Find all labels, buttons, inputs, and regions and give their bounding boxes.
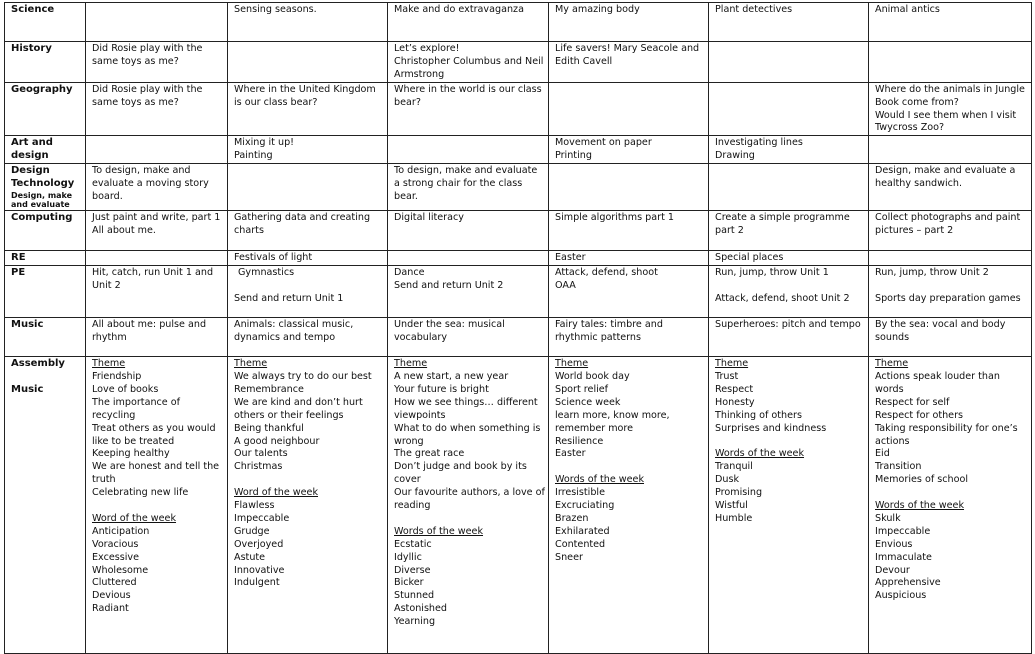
theme-item: Easter	[555, 448, 586, 460]
cell-music-6: By the sea: vocal and body sounds	[869, 318, 1032, 357]
row-label-pe: PE	[5, 266, 86, 318]
cell-science-5: Plant detectives	[709, 3, 869, 42]
words-heading: Words of the week	[555, 474, 645, 486]
cell-art-6	[869, 136, 1032, 164]
spacer	[875, 487, 1028, 500]
row-history	[5, 42, 1032, 83]
cell-pe-4	[549, 266, 709, 318]
cell-history-5	[709, 42, 869, 83]
word-item: Brazen	[555, 512, 589, 524]
theme-item: Don’t judge and book by its cover	[394, 461, 527, 486]
row-label-geography: Geography	[5, 82, 86, 136]
word-item: Apprehensive	[875, 577, 941, 589]
theme-heading: Theme	[715, 358, 749, 370]
cell-science-2: Sensing seasons.	[228, 3, 388, 42]
cell-re-1	[86, 251, 228, 266]
theme-item: Memories of school	[875, 474, 969, 486]
cell-re-3	[388, 251, 549, 266]
art-4-line-1: Movement on paper	[555, 137, 652, 149]
theme-item: Sport relief	[555, 383, 609, 395]
art-5-line-1: Investigating lines	[715, 137, 803, 149]
theme-item: Your future is bright	[394, 383, 489, 395]
theme-heading: Theme	[875, 358, 909, 370]
word-item: Cluttered	[92, 577, 137, 589]
theme-item: Being thankful	[234, 422, 304, 434]
row-label-dt	[5, 164, 86, 211]
theme-item: A new start, a new year	[394, 370, 509, 382]
word-item: Excessive	[92, 551, 139, 563]
theme-item: Remembrance	[234, 383, 304, 395]
cell-pe-5	[709, 266, 869, 318]
art-2-line-2: Painting	[234, 150, 273, 162]
cell-computing-3: Digital literacy	[388, 211, 549, 251]
theme-heading: Theme	[555, 358, 589, 370]
theme-item: Eid	[875, 448, 890, 460]
cell-geography-1: Did Rosie play with the same toys as me?	[86, 82, 228, 136]
word-item: Yearning	[394, 616, 436, 628]
row-computing	[5, 211, 1032, 251]
cell-assembly-1	[86, 357, 228, 654]
cell-history-2	[228, 42, 388, 83]
cell-music-4: Fairy tales: timbre and rhythmic patterns	[549, 318, 709, 357]
theme-item: Our talents	[234, 448, 288, 460]
cell-re-2: Festivals of light	[228, 251, 388, 266]
row-science	[5, 3, 1032, 42]
dt-sublabel: Design, make and evaluate	[11, 190, 73, 209]
cell-art-1	[86, 136, 228, 164]
cell-computing-4: Simple algorithms part 1	[549, 211, 709, 251]
cell-assembly-3	[388, 357, 549, 654]
theme-item: The great race	[394, 448, 465, 460]
word-item: Promising	[715, 487, 763, 499]
word-item: Bicker	[394, 577, 424, 589]
cell-assembly-6	[869, 357, 1032, 654]
cell-music-5: Superheroes: pitch and tempo	[709, 318, 869, 357]
cell-history-4: Life savers! Mary Seacole and Edith Cavell	[549, 42, 709, 83]
theme-item: Transition	[875, 461, 922, 473]
cell-re-5: Special places	[709, 251, 869, 266]
cell-music-3: Under the sea: musical vocabulary	[388, 318, 549, 357]
theme-item: How we see things… different viewpoints	[394, 396, 538, 421]
word-item: Impeccable	[234, 512, 290, 524]
theme-item: We are kind and don’t hurt others or their feelings	[234, 396, 363, 421]
row-assembly	[5, 357, 1032, 654]
assembly-label: Assembly	[11, 358, 65, 370]
cell-geography-6	[869, 82, 1032, 136]
pe-2-line-1: Gymnastics	[238, 267, 295, 279]
word-item: Skulk	[875, 512, 901, 524]
theme-item: We always try to do our best	[234, 370, 372, 382]
cell-history-6	[869, 42, 1032, 83]
word-item: Devour	[875, 564, 910, 576]
word-item: Astute	[234, 551, 266, 563]
word-item: Contented	[555, 538, 606, 550]
cell-art-5	[709, 136, 869, 164]
words-heading: Words of the week	[394, 525, 484, 537]
cell-art-3	[388, 136, 549, 164]
art-5-line-2: Drawing	[715, 150, 755, 162]
row-label-history: History	[5, 42, 86, 83]
row-label-assembly	[5, 357, 86, 654]
words-heading: Word of the week	[92, 512, 177, 524]
word-item: Tranquil	[715, 461, 753, 473]
word-item: Envious	[875, 538, 913, 550]
word-item: Auspicious	[875, 590, 927, 602]
cell-re-6	[869, 251, 1032, 266]
pe-6-line-1: Run, jump, throw Unit 2	[875, 267, 989, 279]
row-label-science: Science	[5, 3, 86, 42]
spacer	[555, 461, 705, 474]
cell-dt-3: To design, make and evaluate a strong chair for the class bear.	[388, 164, 549, 211]
cell-dt-2	[228, 164, 388, 211]
words-heading: Words of the week	[875, 500, 965, 512]
pe-5-line-1: Run, jump, throw Unit 1	[715, 267, 829, 279]
pe-2-line-2: Send and return Unit 1	[234, 292, 344, 304]
word-item: Devious	[92, 590, 131, 602]
word-item: Exhilarated	[555, 525, 610, 537]
cell-pe-1: Hit, catch, run Unit 1 and Unit 2	[86, 266, 228, 318]
word-item: Idyllic	[394, 551, 422, 563]
curriculum-table	[4, 2, 1032, 654]
geography-6-line-2: Would I see them when I visit Twycross Zoo?	[875, 109, 1017, 134]
row-re	[5, 251, 1032, 266]
cell-science-4: My amazing body	[549, 3, 709, 42]
word-item: Stunned	[394, 590, 435, 602]
pe-3-line-1: Dance	[394, 267, 425, 279]
cell-art-4	[549, 136, 709, 164]
word-item: Dusk	[715, 474, 740, 486]
spacer	[394, 513, 545, 526]
row-label-art: Art and design	[5, 136, 86, 164]
cell-history-1: Did Rosie play with the same toys as me?	[86, 42, 228, 83]
word-item: Excruciating	[555, 500, 615, 512]
theme-item: Honesty	[715, 396, 755, 408]
cell-music-2: Animals: classical music, dynamics and tempo	[228, 318, 388, 357]
word-item: Radiant	[92, 603, 129, 615]
pe-4-line-1: Attack, defend, shoot	[555, 267, 658, 279]
cell-science-3: Make and do extravaganza	[388, 3, 549, 42]
pe-6-line-2: Sports day preparation games	[875, 292, 1021, 304]
word-item: Humble	[715, 512, 753, 524]
assembly-label-music: Music	[11, 383, 44, 395]
theme-item: We are honest and tell the truth	[92, 461, 220, 486]
cell-music-1: All about me: pulse and rhythm	[86, 318, 228, 357]
cell-dt-6: Design, make and evaluate a healthy sandwich.	[869, 164, 1032, 211]
computing-1-line-2: All about me.	[92, 225, 156, 237]
word-item: Diverse	[394, 564, 431, 576]
theme-item: Actions speak louder than words	[875, 370, 1000, 395]
cell-assembly-5	[709, 357, 869, 654]
cell-science-6: Animal antics	[869, 3, 1032, 42]
word-item: Immaculate	[875, 551, 932, 563]
theme-item: Our favourite authors, a love of reading	[394, 487, 545, 512]
word-item: Grudge	[234, 525, 270, 537]
theme-item: Treat others as you would like to be treated	[92, 422, 216, 447]
theme-item: Friendship	[92, 370, 142, 382]
row-music	[5, 318, 1032, 357]
theme-item: Science week	[555, 396, 621, 408]
word-item: Wholesome	[92, 564, 149, 576]
word-item: Sneer	[555, 551, 583, 563]
theme-item: Thinking of others	[715, 409, 802, 421]
word-item: Overjoyed	[234, 538, 284, 550]
cell-dt-5	[709, 164, 869, 211]
word-item: Ecstatic	[394, 538, 432, 550]
row-label-computing: Computing	[5, 211, 86, 251]
row-geography	[5, 82, 1032, 136]
words-heading: Word of the week	[234, 487, 319, 499]
dt-label: Design Technology	[11, 165, 75, 190]
theme-item: Keeping healthy	[92, 448, 170, 460]
art-2-line-1: Mixing it up!	[234, 137, 294, 149]
cell-computing-2: Gathering data and creating charts	[228, 211, 388, 251]
theme-item: Love of books	[92, 383, 159, 395]
history-3-line-2: Christopher Columbus and Neil Armstrong	[394, 55, 544, 80]
word-item: Anticipation	[92, 525, 150, 537]
geography-6-line-1: Where do the animals in Jungle Book come from?	[875, 83, 1025, 108]
word-item: Voracious	[92, 538, 139, 550]
cell-geography-2: Where in the United Kingdom is our class bear?	[228, 82, 388, 136]
cell-dt-1: To design, make and evaluate a moving story board.	[86, 164, 228, 211]
word-item: Wistful	[715, 500, 748, 512]
computing-1-line-1: Just paint and write, part 1	[92, 212, 221, 224]
theme-item: What to do when something is wrong	[394, 422, 541, 447]
word-item: Innovative	[234, 564, 285, 576]
spacer	[234, 474, 384, 487]
spacer	[92, 500, 224, 513]
cell-computing-6: Collect photographs and paint pictures – part 2	[869, 211, 1032, 251]
cell-science-1	[86, 3, 228, 42]
theme-item: Respect	[715, 383, 754, 395]
theme-heading: Theme	[234, 358, 268, 370]
cell-pe-3	[388, 266, 549, 318]
spacer	[715, 436, 865, 449]
row-label-music: Music	[5, 318, 86, 357]
row-pe	[5, 266, 1032, 318]
cell-re-4: Easter	[549, 251, 709, 266]
theme-item: Surprises and kindness	[715, 422, 827, 434]
theme-item: The importance of recycling	[92, 396, 181, 421]
cell-computing-5: Create a simple programme part 2	[709, 211, 869, 251]
cell-geography-4	[549, 82, 709, 136]
theme-item: Celebrating new life	[92, 487, 189, 499]
cell-assembly-4	[549, 357, 709, 654]
theme-item: Christmas	[234, 461, 283, 473]
cell-pe-6	[869, 266, 1032, 318]
theme-item: learn more, know more, remember more	[555, 409, 670, 434]
cell-assembly-2	[228, 357, 388, 654]
theme-item: Respect for others	[875, 409, 964, 421]
words-heading: Words of the week	[715, 448, 805, 460]
word-item: Irresistible	[555, 487, 605, 499]
word-item: Impeccable	[875, 525, 931, 537]
pe-3-line-2: Send and return Unit 2	[394, 279, 504, 291]
art-4-line-2: Printing	[555, 150, 592, 162]
row-art	[5, 136, 1032, 164]
cell-pe-2	[228, 266, 388, 318]
cell-dt-4	[549, 164, 709, 211]
row-dt	[5, 164, 1032, 211]
theme-item: Trust	[715, 370, 739, 382]
cell-geography-3: Where in the world is our class bear?	[388, 82, 549, 136]
theme-item: Resilience	[555, 435, 604, 447]
word-item: Indulgent	[234, 577, 280, 589]
theme-item: A good neighbour	[234, 435, 320, 447]
word-item: Flawless	[234, 500, 275, 512]
cell-geography-5	[709, 82, 869, 136]
cell-history-3	[388, 42, 549, 83]
row-label-re: RE	[5, 251, 86, 266]
cell-computing-1	[86, 211, 228, 251]
theme-item: World book day	[555, 370, 630, 382]
history-3-line-1: Let’s explore!	[394, 43, 460, 54]
theme-item: Taking responsibility for one’s actions	[875, 422, 1018, 447]
cell-art-2	[228, 136, 388, 164]
word-item: Astonished	[394, 603, 448, 615]
theme-item: Respect for self	[875, 396, 950, 408]
pe-5-line-2: Attack, defend, shoot Unit 2	[715, 292, 850, 304]
theme-heading: Theme	[92, 358, 126, 370]
pe-4-line-2: OAA	[555, 279, 576, 291]
theme-heading: Theme	[394, 358, 428, 370]
